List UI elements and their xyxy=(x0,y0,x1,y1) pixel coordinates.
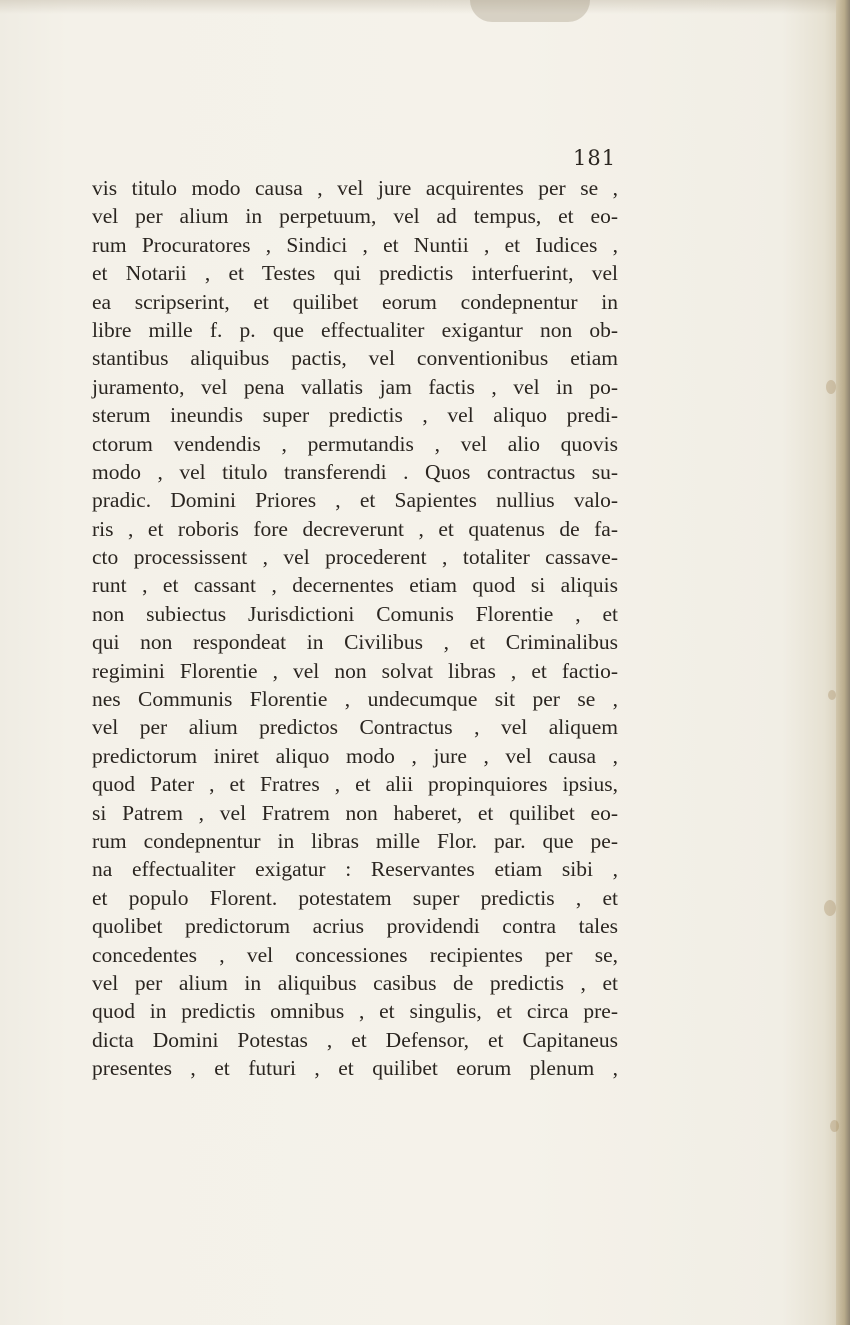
foxing-spot xyxy=(830,1120,839,1132)
text-line: concedentes , vel concessiones recipientes per se, xyxy=(92,942,618,967)
page-stain xyxy=(470,0,590,22)
text-line: qui non respondeat in Civilibus , et Criminalibus xyxy=(92,630,618,655)
foxing-spot xyxy=(828,690,836,700)
text-line: nes Communis Florentie , undecumque sit per se , xyxy=(92,687,618,712)
text-line: dicta Domini Potestas , et Defensor, et Capitaneus xyxy=(92,1027,618,1052)
text-line: ris , et roboris fore decreverunt , et quatenus de fa- xyxy=(92,516,618,541)
text-line: sterum ineundis super predictis , vel aliquo predi- xyxy=(92,403,618,428)
text-line: vel per alium predictos Contractus , vel aliquem xyxy=(92,715,618,740)
text-line: vis titulo modo causa , vel jure acquirentes per se , xyxy=(92,176,618,200)
text-line: cto processissent , vel procederent , totaliter cassave- xyxy=(92,545,618,570)
foxing-spot xyxy=(826,380,836,394)
text-line: stantibus aliquibus pactis, vel conventionibus etiam xyxy=(92,346,618,371)
text-line: juramento, vel pena vallatis jam factis , vel in po- xyxy=(92,374,618,399)
foxing-spot xyxy=(824,900,836,916)
page-top-shadow xyxy=(0,0,850,14)
text-line: quod Pater , et Fratres , et alii propinquiores ipsius, xyxy=(92,772,618,797)
text-line: rum condepnentur in libras mille Flor. par. que pe- xyxy=(92,828,618,853)
text-line: ea scripserint, et quilibet eorum condepnentur in xyxy=(92,289,618,314)
text-line: runt , et cassant , decernentes etiam quod si aliquis xyxy=(92,573,618,598)
text-line: quolibet predictorum acrius providendi contra tales xyxy=(92,914,618,939)
text-line: predictorum iniret aliquo modo , jure , vel causa , xyxy=(92,743,618,768)
text-line: ctorum vendendis , permutandis , vel alio quovis xyxy=(92,431,618,456)
text-line: quod in predictis omnibus , et singulis, et circa pre- xyxy=(92,999,618,1024)
text-line: si Patrem , vel Fratrem non haberet, et quilibet eo- xyxy=(92,800,618,825)
text-line: regimini Florentie , vel non solvat libras , et factio- xyxy=(92,658,618,683)
text-line: et populo Florent. potestatem super predictis , et xyxy=(92,885,618,910)
text-line: presentes , et futuri , et quilibet eorum plenum , xyxy=(92,1056,618,1081)
body-text xyxy=(92,174,618,1083)
text-line: pradic. Domini Priores , et Sapientes nullius valo- xyxy=(92,488,618,513)
text-line: na effectualiter exigatur : Reservantes etiam sibi , xyxy=(92,857,618,882)
page-number: 181 xyxy=(573,146,617,170)
text-line: modo , vel titulo transferendi . Quos contractus su- xyxy=(92,459,618,484)
text-line: vel per alium in perpetuum, vel ad tempus, et eo- xyxy=(92,204,618,229)
text-line: non subiectus Jurisdictioni Comunis Florentie , et xyxy=(92,601,618,626)
text-line: rum Procuratores , Sindici , et Nuntii , et Iudices , xyxy=(92,232,618,257)
text-line: et Notarii , et Testes qui predictis interfuerint, vel xyxy=(92,261,618,286)
text-line: vel per alium in aliquibus casibus de predictis , et xyxy=(92,970,618,995)
text-line: libre mille f. p. que effectualiter exigantur non ob- xyxy=(92,317,618,342)
